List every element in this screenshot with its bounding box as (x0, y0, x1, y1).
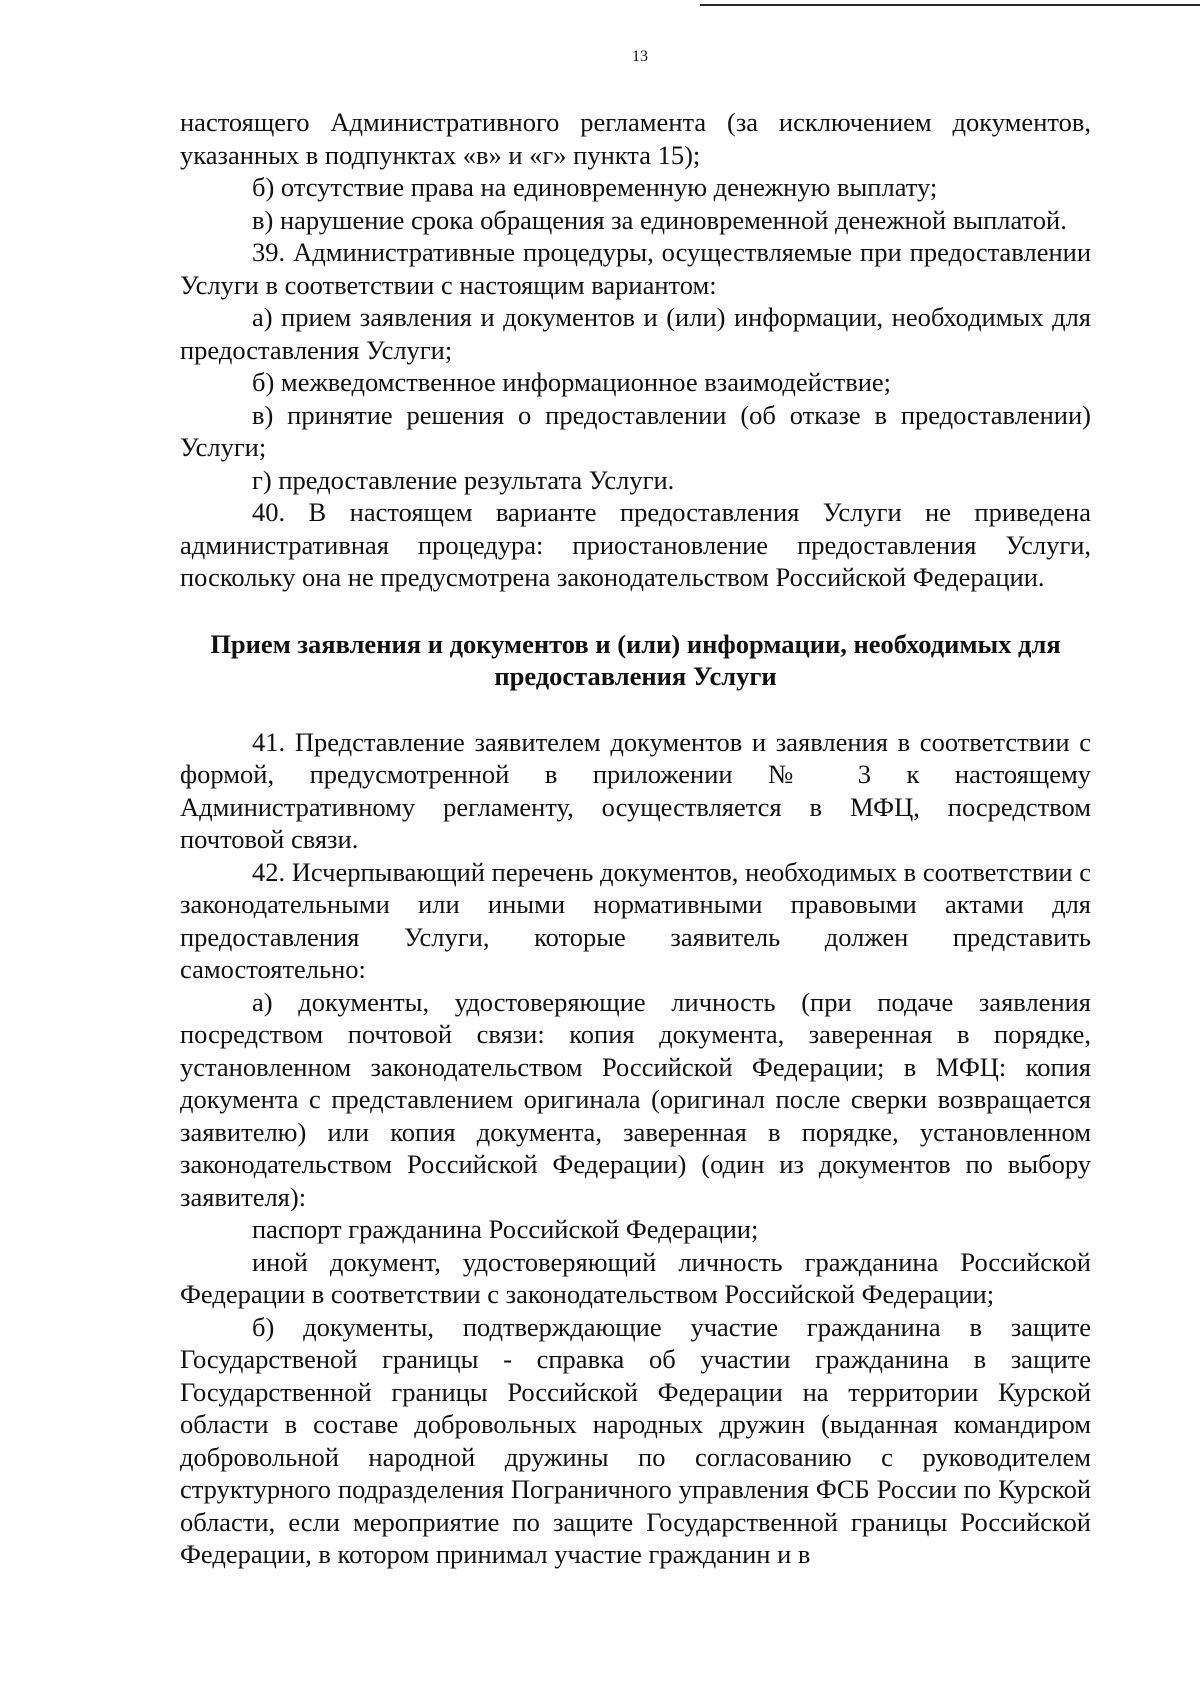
paragraph: 42. Исчерпывающий перечень документов, необходимых в соответствии с законодательными или иными нормативными правовыми актами для предоставления Услуги, которые заявитель должен представить самостоятельно: (180, 856, 1091, 984)
paragraph: б) документы, подтверждающие участие гражданина в защите Государственой границы - справка об участии гражданина в защите Государственной границы Российской Федерации на территории Курской области в составе добровольных народных дружин (выданная командиром добровольной народной дружины по согласованию с руководителем структурного подразделения Пограничного управления ФСБ России по Курской области, если мероприятие по защите Государственной границы Российской Федерации, в котором принимал участие гражданин и в (180, 1311, 1091, 1569)
paragraph: 39. Административные процедуры, осуществляемые при предоставлении Услуги в соответствии с настоящим вариантом: (180, 237, 1091, 300)
paragraph: г) предоставление результата Услуги. (252, 464, 675, 495)
paragraph: 40. В настоящем варианте предоставления Услуги не приведена административная процедура: приостановление предоставления Услуги, поскольку она не предусмотрена законодательством Российской Федерации. (180, 497, 1091, 592)
section-heading: Прием заявления и документов и (или) информации, необходимых для предоставления Услуги (210, 628, 1061, 691)
paragraph: настоящего Административного регламента (за исключением документов, указанных в подпунктах «в» и «г» пункта 15); (180, 107, 1091, 170)
paragraph: в) нарушение срока обращения за единовременной денежной выплатой. (252, 204, 1067, 235)
paragraph: в) принятие решения о предоставлении (об отказе в предоставлении) Услуги; (180, 399, 1091, 462)
paragraph: б) отсутствие права на единовременную денежную выплату; (252, 172, 938, 202)
paragraph: а) документы, удостоверяющие личность (при подаче заявления посредством почтовой связи: копия документа, заверенная в порядке, установленном законодательством Российской Федерации; в МФЦ: копия документа с представлением оригинала (оригинал после сверки возвращается заявителю) или копия документа, заверенная в порядке, установленном законодательством Российской Федерации) (один из документов по выбору заявителя): (180, 986, 1091, 1212)
paragraph: а) прием заявления и документов и (или) информации, необходимых для предоставления Услуги; (180, 302, 1091, 365)
paragraph: б) межведомственное информационное взаимодействие; (252, 367, 892, 397)
page-number: 13 (632, 48, 648, 65)
paragraph: паспорт гражданина Российской Федерации; (252, 1214, 759, 1244)
document-body (180, 106, 1091, 1571)
paragraph: иной документ, удостоверяющий личность гражданина Российской Федерации в соответствии с законодательством Российской Федерации; (180, 1246, 1091, 1309)
scan-edge-line (700, 4, 1200, 6)
paragraph: 41. Представление заявителем документов и заявления в соответствии с формой, предусмотренной в приложении № 3 к настоящему Административному регламенту, осуществляется в МФЦ, посредством почтовой связи. (180, 726, 1091, 854)
